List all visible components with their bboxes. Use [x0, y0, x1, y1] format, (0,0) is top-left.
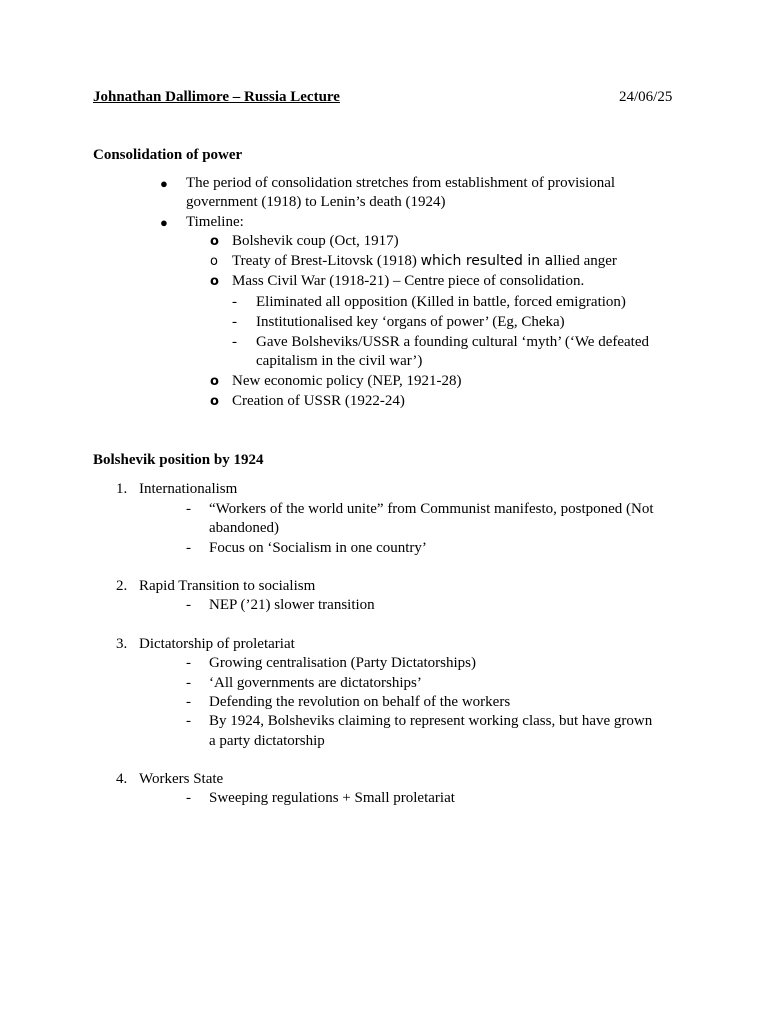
point-line: abandoned): [209, 520, 279, 536]
timeline-text-sans: which resulted in a: [420, 253, 554, 269]
circle-marker: o: [210, 374, 219, 389]
timeline-text: Treaty of Brest-Litovsk (1918): [232, 253, 421, 269]
list-number: 2.: [116, 578, 128, 594]
timeline-item: New economic policy (NEP, 1921-28): [232, 373, 462, 389]
section-heading-bolshevik-position: Bolshevik position by 1924: [93, 452, 264, 468]
subitem-line: Institutionalised key ‘organs of power’ (Eg, Cheka): [256, 314, 565, 330]
bullet-line: government (1918) to Lenin’s death (1924): [186, 194, 446, 210]
bullet-marker: ●: [160, 176, 168, 191]
dash-marker: -: [186, 540, 191, 556]
dash-marker: -: [232, 334, 237, 350]
dash-marker: -: [232, 314, 237, 330]
circle-marker: o: [210, 234, 219, 249]
point-line: “Workers of the world unite” from Communist manifesto, postponed (Not: [209, 501, 654, 517]
dash-marker: -: [186, 597, 191, 613]
bullet-line: Timeline:: [186, 214, 244, 230]
dash-marker: -: [232, 294, 237, 310]
section-heading-consolidation: Consolidation of power: [93, 147, 243, 163]
dash-marker: -: [186, 694, 191, 710]
bullet-line: The period of consolidation stretches from establishment of provisional: [186, 175, 616, 191]
subitem-line: Eliminated all opposition (Killed in battle, forced emigration): [256, 294, 626, 310]
dash-marker: -: [186, 713, 191, 729]
list-number: 1.: [116, 481, 128, 497]
point-line: a party dictatorship: [209, 733, 325, 749]
numbered-item-label: Rapid Transition to socialism: [139, 578, 316, 594]
list-number: 4.: [116, 771, 128, 787]
point-line: NEP (’21) slower transition: [209, 597, 375, 613]
dash-marker: -: [186, 655, 191, 671]
point-line: Focus on ‘Socialism in one country’: [209, 540, 427, 556]
point-line: Growing centralisation (Party Dictatorships): [209, 655, 477, 671]
subitem-line: capitalism in the civil war’): [256, 353, 423, 369]
bullet-marker: ●: [160, 215, 168, 230]
circle-marker: o: [210, 274, 219, 289]
dash-marker: -: [186, 501, 191, 517]
dash-marker: -: [186, 790, 191, 806]
numbered-item-label: Internationalism: [139, 481, 238, 497]
circle-marker: o: [210, 394, 219, 409]
numbered-item-label: Dictatorship of proletariat: [139, 636, 295, 652]
timeline-text: llied anger: [553, 253, 617, 269]
document-date: 24/06/25: [619, 89, 673, 105]
point-line: Defending the revolution on behalf of the workers: [209, 694, 511, 710]
point-line: By 1924, Bolsheviks claiming to represent working class, but have grown: [209, 713, 653, 729]
circle-marker: o: [210, 254, 218, 269]
document-title: Johnathan Dallimore – Russia Lecture: [93, 89, 340, 105]
point-line: Sweeping regulations + Small proletariat: [209, 790, 455, 806]
timeline-item: Bolshevik coup (Oct, 1917): [232, 233, 399, 249]
timeline-item: Mass Civil War (1918-21) – Centre piece of consolidation.: [232, 273, 585, 289]
subitem-line: Gave Bolsheviks/USSR a founding cultural ‘myth’ (‘We defeated: [256, 334, 650, 350]
list-number: 3.: [116, 636, 128, 652]
point-line: ‘All governments are dictatorships’: [209, 675, 422, 691]
timeline-item: [232, 252, 617, 271]
numbered-item-label: Workers State: [139, 771, 224, 787]
timeline-item: Creation of USSR (1922-24): [232, 393, 405, 409]
dash-marker: -: [186, 675, 191, 691]
